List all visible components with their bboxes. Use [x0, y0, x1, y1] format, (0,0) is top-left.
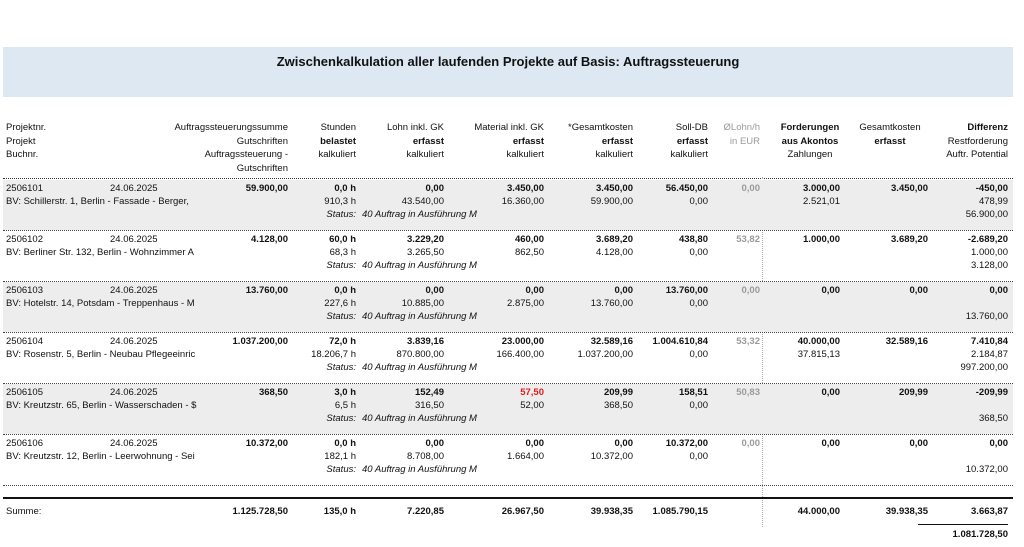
cell-h2: 182,1 h [324, 451, 356, 462]
cell-l2: 43.540,00 [401, 196, 444, 207]
cell-nr: 2506104 [6, 336, 43, 347]
status-label: Status: [326, 413, 356, 424]
cell-l1: 0,00 [425, 438, 444, 449]
cell-d2: 478,99 [978, 196, 1008, 207]
summary-auftragssumme: 1.125.728,50 [232, 506, 288, 517]
cell-s1: 1.004.610,84 [652, 336, 708, 347]
cell-h2: 68,3 h [329, 247, 356, 258]
cell-s2: 0,00 [689, 298, 708, 309]
summary-stunden: 135,0 h [323, 506, 356, 517]
cell-h1: 72,0 h [329, 336, 356, 347]
cell-sum: 368,50 [258, 387, 288, 398]
cell-g2: 4.128,00 [596, 247, 633, 258]
summary-lohn: 7.220,85 [407, 506, 444, 517]
status-label: Status: [326, 260, 356, 271]
status-value: 40 Auftrag in Ausführung M [362, 311, 477, 322]
cell-avg: 53,32 [736, 336, 760, 347]
cell-m2: 1.664,00 [507, 451, 544, 462]
cell-sum: 13.760,00 [245, 285, 288, 296]
cell-h1: 60,0 h [329, 234, 356, 245]
header-solldb: Soll-DB erfasst kalkuliert [670, 122, 708, 160]
cell-l2: 8.708,00 [407, 451, 444, 462]
cell-m1: 23.000,00 [501, 336, 544, 347]
summary-forderungen: 44.000,00 [797, 506, 840, 517]
cell-d3: 56.900,00 [965, 209, 1008, 220]
cell-name: BV: Kreutzstr. 65, Berlin - Wasserschaden - $ [6, 400, 197, 411]
cell-l2: 10.885,00 [401, 298, 444, 309]
cell-s1: 13.760,00 [665, 285, 708, 296]
status-value: 40 Auftrag in Ausführung M [362, 464, 477, 475]
status-label: Status: [326, 311, 356, 322]
cell-sum: 59.900,00 [245, 183, 288, 194]
status-label: Status: [326, 209, 356, 220]
header-stunden: Stunden belastet kalkuliert [318, 122, 356, 160]
cell-h2: 18.206,7 h [311, 349, 356, 360]
cell-m1: 460,00 [514, 234, 544, 245]
cell-l2: 3.265,50 [407, 247, 444, 258]
cell-gk: 0,00 [909, 285, 928, 296]
cell-l1: 3.839,16 [407, 336, 444, 347]
report-title-banner [3, 47, 1013, 97]
cell-h1: 0,0 h [334, 438, 356, 449]
cell-s1: 158,51 [678, 387, 708, 398]
cell-name: BV: Hotelstr. 14, Potsdam - Treppenhaus - M [6, 298, 195, 309]
cell-m2: 2.875,00 [507, 298, 544, 309]
header-forderungen: Forderungen aus Akontos Zahlungen [780, 122, 840, 160]
cell-m1: 0,00 [525, 285, 544, 296]
header-material: Material inkl. GK erfasst kalkuliert [474, 122, 544, 160]
cell-g1: 32.589,16 [590, 336, 633, 347]
cell-date: 24.06.2025 [110, 234, 158, 245]
cell-f1: 1.000,00 [803, 234, 840, 245]
cell-m1: 57,50 [520, 387, 544, 398]
status-value: 40 Auftrag in Ausführung M [362, 260, 477, 271]
cell-m1: 0,00 [525, 438, 544, 449]
status-value: 40 Auftrag in Ausführung M [362, 413, 477, 424]
cell-g2: 1.037.200,00 [577, 349, 633, 360]
cell-avg: 53,82 [736, 234, 760, 245]
header-differenz: Differenz Restforderung Auftr. Potential [946, 122, 1008, 160]
cell-gk: 209,99 [898, 387, 928, 398]
cell-gk: 3.450,00 [891, 183, 928, 194]
cell-d3: 368,50 [978, 413, 1008, 424]
cell-sum: 10.372,00 [245, 438, 288, 449]
cell-m2: 16.360,00 [501, 196, 544, 207]
summary-rule [3, 497, 1013, 499]
cell-d2: 1.000,00 [971, 247, 1008, 258]
summary-differenz: 3.663,87 [971, 506, 1008, 517]
cell-s1: 10.372,00 [665, 438, 708, 449]
cell-f1: 40.000,00 [797, 336, 840, 347]
cell-nr: 2506103 [6, 285, 43, 296]
cell-gk: 32.589,16 [885, 336, 928, 347]
cell-f1: 3.000,00 [803, 183, 840, 194]
total-rule [918, 524, 1008, 525]
cell-d1: -209,99 [975, 387, 1008, 398]
cell-h2: 6,5 h [334, 400, 356, 411]
cell-g2: 59.900,00 [590, 196, 633, 207]
cell-name: BV: Berliner Str. 132, Berlin - Wohnzimmer A [6, 247, 194, 258]
cell-d3: 10.372,00 [965, 464, 1008, 475]
cell-h2: 910,3 h [324, 196, 356, 207]
cell-gk: 0,00 [909, 438, 928, 449]
header-auftragssumme: Auftragssteuerungssumme Gutschriften Auftragssteuerung - Gutschriften [174, 122, 288, 174]
cell-l1: 0,00 [425, 285, 444, 296]
cell-f2: 2.521,01 [803, 196, 840, 207]
summary-gesamtkosten: 39.938,35 [590, 506, 633, 517]
cell-nr: 2506102 [6, 234, 43, 245]
header-lohn-pro-stunde: ØLohn/h in EUR [723, 122, 760, 147]
cell-name: BV: Kreutzstr. 12, Berlin - Leerwohnung - Sei [6, 451, 195, 462]
cell-d1: -2.689,20 [967, 234, 1008, 245]
cell-s2: 0,00 [689, 247, 708, 258]
cell-d1: 7.410,84 [971, 336, 1008, 347]
cell-g1: 0,00 [614, 285, 633, 296]
cell-avg: 0,00 [741, 183, 760, 194]
cell-g1: 209,99 [603, 387, 633, 398]
summary-material: 26.967,50 [501, 506, 544, 517]
cell-date: 24.06.2025 [110, 183, 158, 194]
cell-s2: 0,00 [689, 196, 708, 207]
cell-g2: 13.760,00 [590, 298, 633, 309]
cell-avg: 0,00 [741, 285, 760, 296]
cell-m1: 3.450,00 [507, 183, 544, 194]
cell-h1: 0,0 h [334, 285, 356, 296]
cell-f2: 37.815,13 [797, 349, 840, 360]
cell-g2: 10.372,00 [590, 451, 633, 462]
cell-g1: 3.689,20 [596, 234, 633, 245]
cell-l2: 316,50 [414, 400, 444, 411]
cell-s2: 0,00 [689, 451, 708, 462]
cell-h1: 3,0 h [334, 387, 356, 398]
cell-s2: 0,00 [689, 400, 708, 411]
cell-d1: -450,00 [975, 183, 1008, 194]
cell-f1: 0,00 [821, 438, 840, 449]
summary-label: Summe: [6, 506, 42, 517]
cell-l2: 870.800,00 [396, 349, 444, 360]
cell-g1: 3.450,00 [596, 183, 633, 194]
header-gesamtkosten-erfasst: Gesamtkosten erfasst [859, 122, 921, 147]
cell-name: BV: Schillerstr. 1, Berlin - Fassade - Berger, [6, 196, 189, 207]
header-gesamtkosten: *Gesamtkosten erfasst kalkuliert [568, 122, 633, 160]
cell-sum: 1.037.200,00 [232, 336, 288, 347]
status-value: 40 Auftrag in Ausführung M [362, 209, 477, 220]
cell-d3: 3.128,00 [971, 260, 1008, 271]
cell-l1: 3.229,20 [407, 234, 444, 245]
status-label: Status: [326, 362, 356, 373]
cell-d3: 997.200,00 [960, 362, 1008, 373]
cell-gk: 3.689,20 [891, 234, 928, 245]
cell-name: BV: Rosenstr. 5, Berlin - Neubau Pflegeeinric [6, 349, 196, 360]
cell-m2: 862,50 [514, 247, 544, 258]
summary-solldb: 1.085.790,15 [652, 506, 708, 517]
cell-d1: 0,00 [989, 285, 1008, 296]
status-label: Status: [326, 464, 356, 475]
cell-date: 24.06.2025 [110, 336, 158, 347]
summary-total: 1.081.728,50 [952, 529, 1008, 540]
cell-avg: 50,83 [736, 387, 760, 398]
cell-date: 24.06.2025 [110, 438, 158, 449]
cell-f1: 0,00 [821, 387, 840, 398]
cell-g1: 0,00 [614, 438, 633, 449]
cell-nr: 2506106 [6, 438, 43, 449]
cell-nr: 2506105 [6, 387, 43, 398]
header-projekt: Projektnr. Projekt Buchnr. [6, 122, 47, 160]
cell-h1: 0,0 h [334, 183, 356, 194]
status-value: 40 Auftrag in Ausführung M [362, 362, 477, 373]
summary-gesamtkosten-erfasst: 39.938,35 [885, 506, 928, 517]
cell-h2: 227,6 h [324, 298, 356, 309]
cell-m2: 166.400,00 [496, 349, 544, 360]
cell-d3: 13.760,00 [965, 311, 1008, 322]
cell-s1: 56.450,00 [665, 183, 708, 194]
cell-sum: 4.128,00 [251, 234, 288, 245]
cell-d1: 0,00 [989, 438, 1008, 449]
cell-date: 24.06.2025 [110, 387, 158, 398]
report-title: Zwischenkalkulation aller laufenden Projekte auf Basis: Auftragssteuerung [276, 54, 740, 69]
row-divider [3, 485, 1013, 486]
header-divider [3, 178, 1013, 179]
cell-l1: 152,49 [414, 387, 444, 398]
cell-l1: 0,00 [425, 183, 444, 194]
cell-m2: 52,00 [520, 400, 544, 411]
cell-g2: 368,50 [603, 400, 633, 411]
cell-s1: 438,80 [678, 234, 708, 245]
cell-nr: 2506101 [6, 183, 43, 194]
cell-date: 24.06.2025 [110, 285, 158, 296]
cell-s2: 0,00 [689, 349, 708, 360]
cell-d2: 2.184,87 [971, 349, 1008, 360]
header-lohn: Lohn inkl. GK erfasst kalkuliert [386, 122, 444, 160]
cell-avg: 0,00 [741, 438, 760, 449]
cell-f1: 0,00 [821, 285, 840, 296]
